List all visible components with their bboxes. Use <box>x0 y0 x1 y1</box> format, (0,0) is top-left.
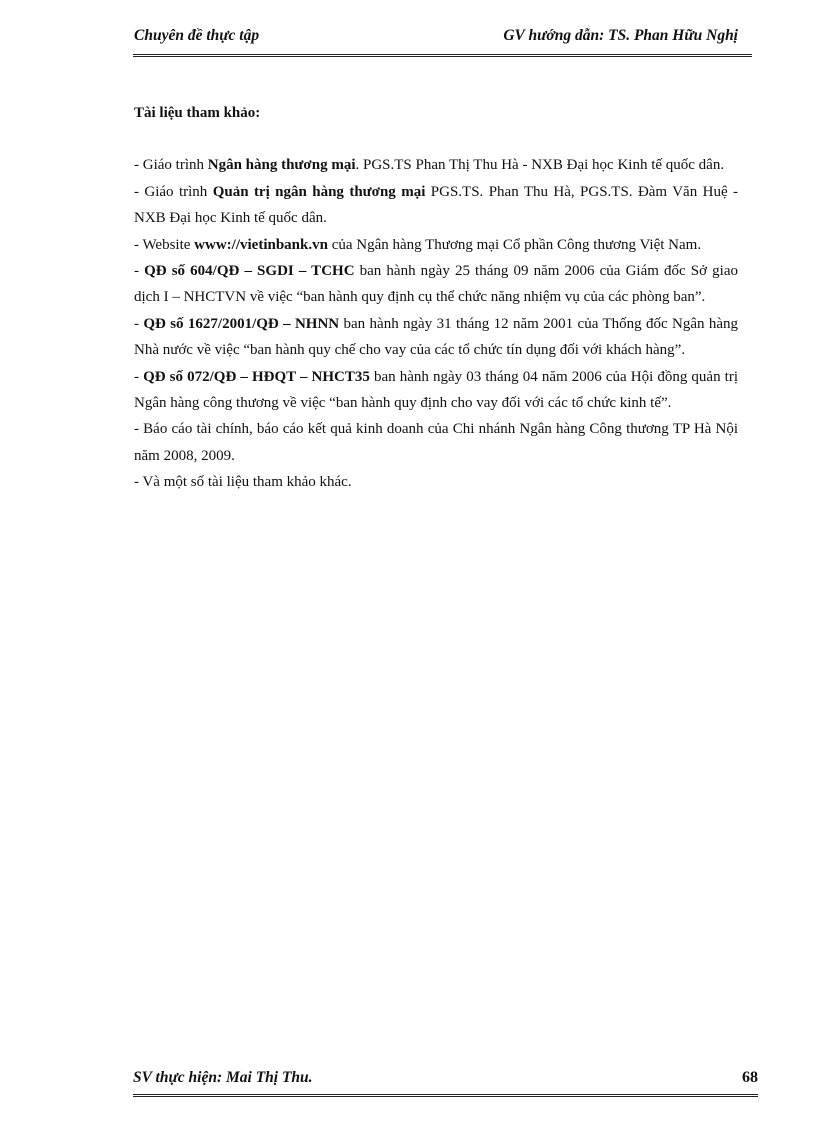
reference-text: - Giáo trình <box>134 157 208 174</box>
reference-bold-text: QĐ số 604/QĐ – SGDI – TCHC <box>144 263 355 280</box>
reference-item-7 <box>134 416 738 469</box>
reference-item-2 <box>134 179 738 232</box>
references-title: Tài liệu tham khảo: <box>134 105 261 121</box>
reference-text: ban hành ngày 25 tháng 09 năm 2006 của Giám đốc Sở giao dịch I – NHCTVN về việc “ban hành quy định cụ thể chức năng nhiệm vụ của các phòng ban”. <box>134 263 738 306</box>
reference-item-4 <box>134 258 738 311</box>
reference-text: - Và một số tài liệu tham khảo khác. <box>134 474 352 491</box>
reference-text: - Giáo trình <box>134 183 213 200</box>
page-header <box>133 24 752 57</box>
header-left-title: Chuyên đề thực tập <box>134 27 260 44</box>
reference-item-8 <box>134 469 738 495</box>
footer-student: SV thực hiện: Mai Thị Thu. <box>133 1069 313 1086</box>
reference-bold-text: www://vietinbank.vn <box>194 236 328 253</box>
footer-divider <box>133 1094 758 1097</box>
page-number: 68 <box>742 1069 758 1086</box>
reference-text: - <box>134 368 144 385</box>
reference-bold-text: QĐ số 072/QĐ – HĐQT – NHCT35 <box>143 368 370 385</box>
reference-text: PGS.TS. Phan Thu Hà, PGS.TS. Đàm Văn Huệ - NXB Đại học Kinh tế quốc dân. <box>134 183 738 227</box>
reference-text: ban hành ngày 31 tháng 12 năm 2001 của Thống đốc Ngân hàng Nhà nước về việc “ban hành quy chế cho vay của các tổ chức tín dụng đối với khách hàng”. <box>134 315 738 359</box>
reference-item-1 <box>134 152 738 178</box>
reference-text: - <box>134 315 144 332</box>
reference-text: - Website <box>134 236 195 253</box>
header-right-title: GV hướng dẫn: TS. Phan Hữu Nghị <box>503 27 738 44</box>
reference-bold-text: QĐ số 1627/2001/QĐ – NHNN <box>143 315 340 332</box>
reference-text: ban hành ngày 03 tháng 04 năm 2006 của Hội đồng quản trị Ngân hàng công thương về việc “ban hành quy định cho vay đối với các tổ chức kinh tế”. <box>134 368 738 412</box>
reference-text: - Báo cáo tài chính, báo cáo kết quả kinh doanh của Chi nhánh Ngân hàng Công thương TP Hà Nội năm 2008, 2009. <box>134 421 738 464</box>
reference-bold-text: Ngân hàng thương mại <box>207 157 356 174</box>
reference-item-6 <box>134 364 738 417</box>
reference-item-3 <box>134 232 738 258</box>
reference-item-5 <box>134 311 738 364</box>
reference-text: . PGS.TS Phan Thị Thu Hà - NXB Đại học Kinh tế quốc dân. <box>355 157 725 174</box>
reference-bold-text: Quản trị ngân hàng thương mại <box>212 183 426 200</box>
reference-text: của Ngân hàng Thương mại Cổ phần Công thương Việt Nam. <box>327 236 702 253</box>
reference-text: - <box>134 263 145 280</box>
references-section <box>134 100 738 496</box>
